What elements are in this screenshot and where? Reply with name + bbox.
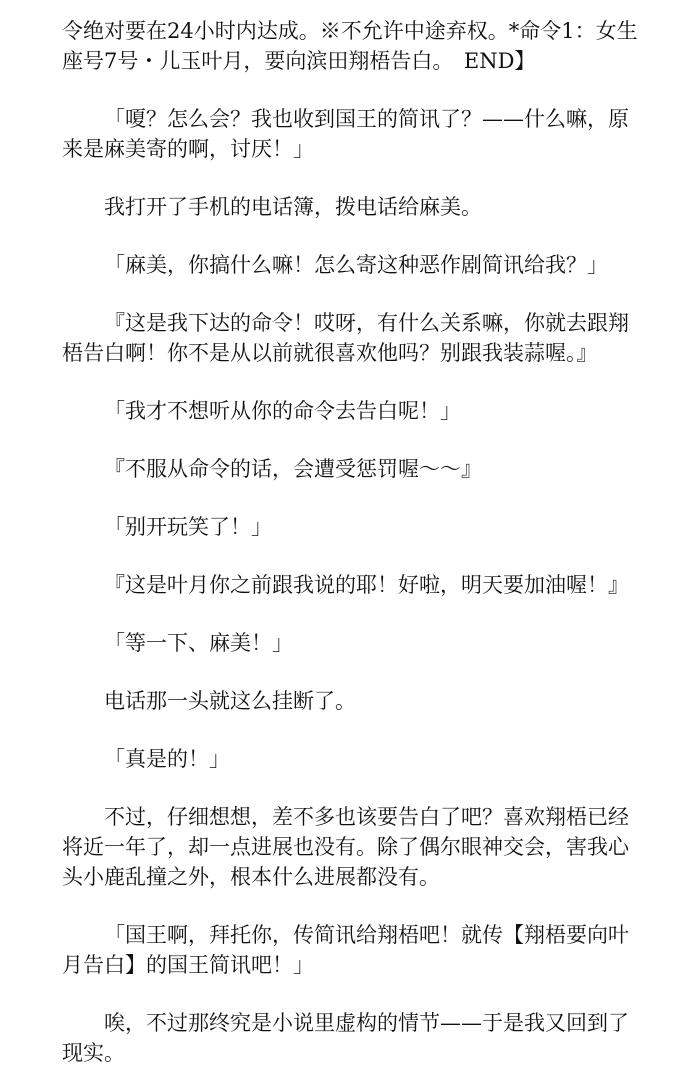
paragraph-9: 『这是叶月你之前跟我说的耶！好啦，明天要加油喔！』	[104, 573, 629, 597]
paragraph-4: 「麻美，你搞什么嘛！怎么寄这种恶作剧简讯给我？」	[104, 253, 608, 277]
paragraph-15: 唉，不过那终究是小说里虚构的情节——于是我又回到了现实。	[62, 1011, 629, 1065]
paragraph-2: 「嗄？怎么会？我也收到国王的简讯了？——什么嘛，原来是麻美寄的啊，讨厌！」	[62, 107, 629, 161]
paragraph-7: 『不服从命令的话，会遭受惩罚喔～～』	[104, 457, 482, 481]
paragraph-14: 「国王啊，拜托你，传简讯给翔梧吧！就传【翔梧要向叶月告白】的国王简讯吧！」	[62, 923, 629, 977]
paragraph-11: 电话那一头就这么挂断了。	[104, 689, 356, 713]
paragraph-3: 我打开了手机的电话簿，拨电话给麻美。	[104, 195, 482, 219]
paragraph-13: 不过，仔细想想，差不多也该要告白了吧？喜欢翔梧已经将近一年了，却一点进展也没有。除了偶尔眼神交会，害我心头小鹿乱撞之外，根本什么进展都没有。	[62, 805, 629, 889]
paragraph-10: 「等一下、麻美！」	[104, 631, 293, 655]
paragraph-5: 『这是我下达的命令！哎呀，有什么关系嘛，你就去跟翔梧告白啊！你不是从以前就很喜欢他吗？别跟我装蒜喔。』	[62, 311, 629, 365]
paragraph-12: 「真是的！」	[104, 747, 230, 771]
paragraph-6: 「我才不想听从你的命令去告白呢！」	[104, 399, 461, 423]
paragraph-1: 令绝对要在24小时内达成。※不允许中途弃权。*命令1：女生座号7号・儿玉叶月，要向滨田翔梧告白。 END】	[62, 19, 638, 73]
paragraph-8: 「别开玩笑了！」	[104, 515, 272, 539]
